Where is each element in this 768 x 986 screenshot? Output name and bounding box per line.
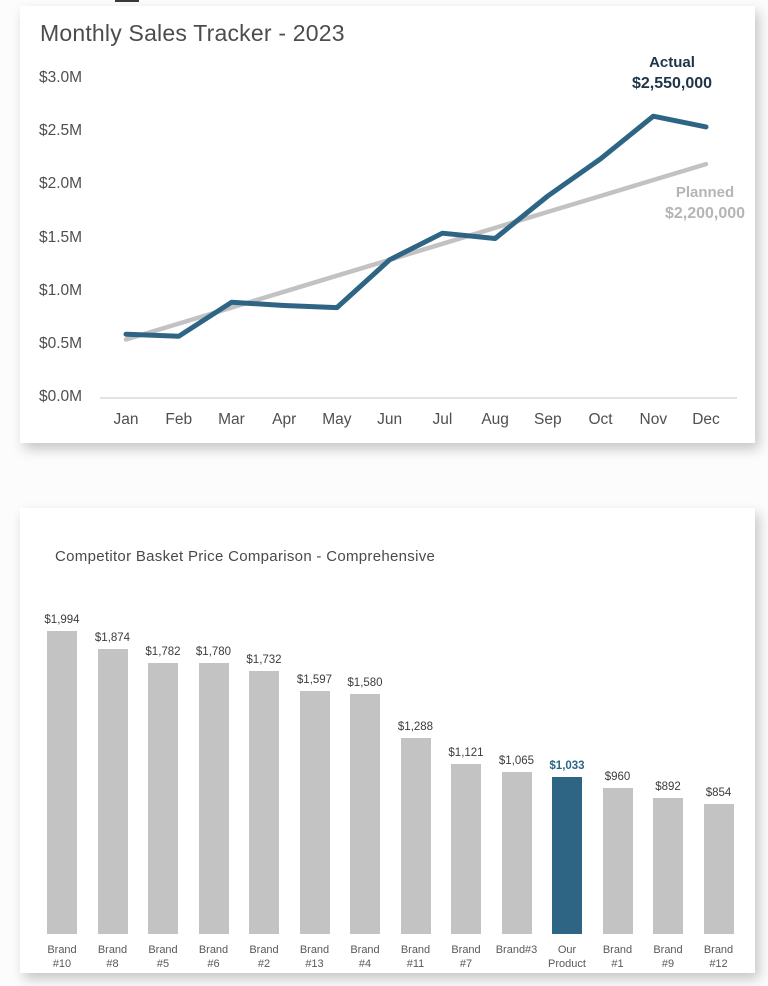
competitor-bar	[199, 663, 229, 934]
planned-annotation-name: Planned	[675, 184, 735, 201]
competitor-bar	[502, 772, 532, 934]
x-tick-label: Dec	[692, 411, 720, 428]
our-product-bar	[552, 777, 582, 934]
bar-category-label: Brand#3	[495, 944, 538, 956]
bar-value-label: $1,580	[347, 677, 383, 689]
y-tick-label: $0.5M	[39, 334, 83, 352]
competitor-price-card	[20, 508, 755, 973]
competitor-bar	[451, 764, 481, 934]
bar-value-label: $1,288	[397, 721, 434, 733]
bar-value-label: $892	[655, 781, 681, 793]
competitor-bar	[148, 663, 178, 934]
bar-category-label: Brand #5	[148, 944, 178, 970]
x-tick-label: Apr	[272, 411, 297, 428]
competitor-bar	[300, 691, 330, 934]
bar-value-label: $1,065	[498, 755, 535, 767]
bar-value-label: $1,994	[44, 614, 80, 626]
bar-value-label: $1,780	[195, 646, 232, 658]
bar-value-label: $854	[705, 787, 732, 799]
actual-annotation	[592, 52, 752, 94]
bar-chart-title: Competitor Basket Price Comparison - Comprehensive	[55, 548, 436, 565]
bar-value-label: $1,874	[94, 632, 131, 644]
bar-chart-plot	[20, 508, 755, 973]
x-tick-label: Jun	[377, 411, 403, 428]
bar-category-label: Brand #10	[47, 944, 77, 970]
crop-artifact	[115, 0, 139, 2]
x-tick-label: Oct	[588, 411, 613, 428]
bar-category-label: Brand #12	[703, 944, 734, 970]
bar-value-label: $1,732	[246, 654, 282, 666]
bar-category-label: Our Product	[548, 944, 586, 970]
bar-category-label: Brand #1	[602, 944, 633, 970]
y-tick-label: $1.0M	[39, 281, 83, 299]
bar-category-label: Brand #9	[653, 944, 683, 970]
bar-category-label: Brand #11	[400, 944, 431, 970]
bar-category-label: Brand #2	[249, 944, 279, 970]
x-tick-label: Mar	[218, 411, 245, 428]
bar-value-label: $1,782	[145, 646, 181, 658]
x-tick-label: Jan	[113, 411, 139, 428]
actual-series-line	[126, 116, 706, 336]
bar-category-label: Brand #13	[299, 944, 330, 970]
x-tick-label: May	[322, 411, 352, 428]
competitor-bar	[603, 788, 633, 934]
competitor-bar	[350, 694, 380, 934]
bar-value-label: $960	[604, 771, 631, 783]
actual-annotation-name: Actual	[649, 54, 695, 71]
actual-annotation-value: $2,550,000	[631, 75, 713, 92]
bar-category-label: Brand #6	[198, 944, 229, 970]
y-tick-label: $0.0M	[39, 388, 83, 405]
competitor-bar	[653, 798, 683, 934]
monthly-sales-card	[20, 6, 755, 443]
y-tick-label: $2.0M	[39, 175, 83, 193]
planned-annotation	[625, 182, 768, 224]
bar-value-label: $1,121	[448, 747, 484, 759]
line-chart-title: Monthly Sales Tracker - 2023	[40, 20, 345, 46]
x-tick-label: Feb	[165, 411, 193, 428]
x-tick-label: Sep	[534, 411, 562, 428]
bar-value-label: $1,033	[549, 760, 585, 772]
bar-category-label: Brand #4	[350, 944, 380, 970]
bar-category-label: Brand #8	[97, 944, 128, 970]
bar-category-label: Brand #7	[451, 944, 481, 970]
competitor-bar	[47, 631, 77, 934]
planned-annotation-value: $2,200,000	[664, 205, 746, 222]
competitor-bar	[249, 671, 279, 934]
competitor-bar	[401, 738, 431, 934]
y-tick-label: $3.0M	[39, 69, 83, 86]
competitor-bar	[98, 649, 128, 934]
competitor-bar	[704, 804, 734, 934]
y-tick-label: $2.5M	[39, 122, 83, 140]
bar-value-label: $1,597	[296, 674, 333, 686]
x-tick-label: Jul	[432, 411, 453, 428]
x-tick-label: Aug	[481, 411, 509, 428]
x-tick-label: Nov	[639, 411, 668, 428]
y-tick-label: $1.5M	[39, 228, 83, 246]
